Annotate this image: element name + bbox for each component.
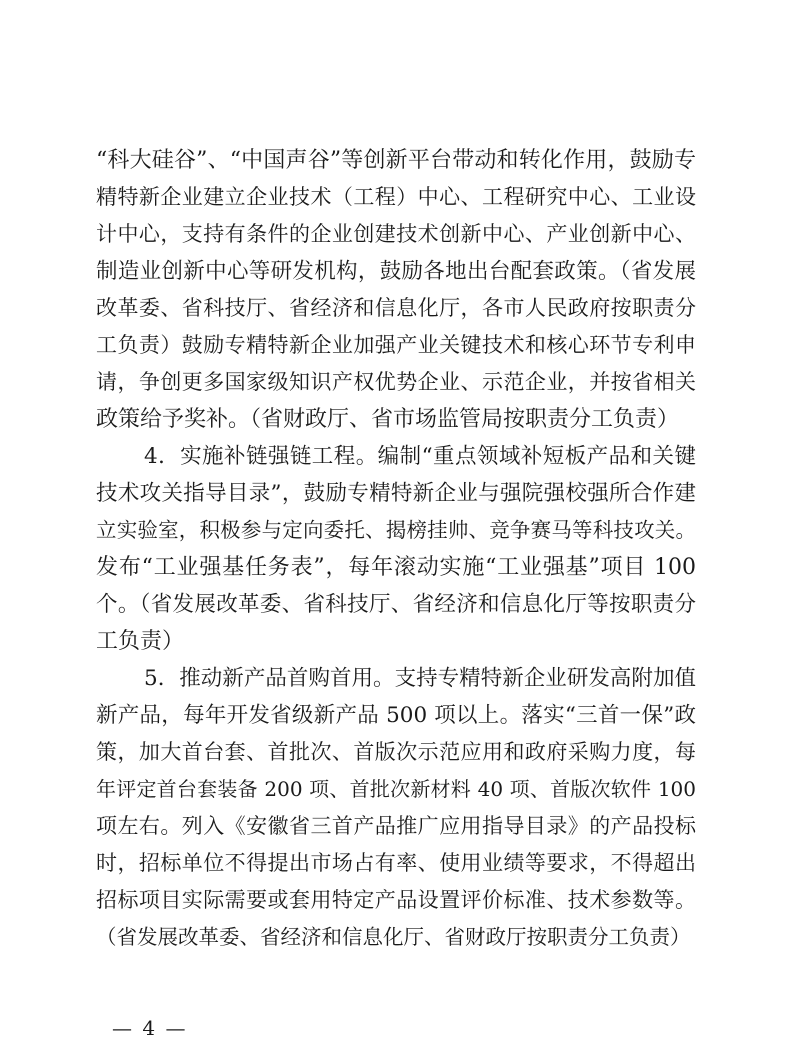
text-line: 改革委、省科技厅、省经济和信息化厅，各市人民政府按职责分	[96, 296, 696, 320]
text-line: 时，招标单位不得提出市场占有率、使用业绩等要求，不得超出	[96, 851, 696, 875]
text-line: 发布“工业强基任务表”，每年滚动实施“工业强基”项目 100	[96, 555, 696, 580]
text-line: 新产品，每年开发省级新产品 500 项以上。落实“三首一保”政	[96, 703, 696, 728]
text-line: 制造业创新中心等研发机构，鼓励各地出台配套政策。（省发展	[96, 259, 696, 284]
text-line: 技术攻关指导目录”，鼓励专精特新企业与强院强校强所合作建	[96, 481, 696, 506]
text-line: 立实验室，积极参与定向委托、揭榜挂帅、竞争赛马等科技攻关。	[96, 518, 696, 542]
text-line: 工负责）	[96, 629, 185, 654]
text-line: 项左右。列入《安徽省三首产品推广应用指导目录》的产品投标	[96, 814, 696, 838]
paragraph-heading-4: 4．实施补链强链工程。编制“重点领域补短板产品和关键	[144, 444, 696, 469]
text-line: 策，加大首台套、首批次、首版次示范应用和政府采购力度，每	[96, 740, 696, 764]
text-line: （省发展改革委、省经济和信息化厅、省财政厅按职责分工负责）	[96, 925, 691, 949]
body-text	[96, 142, 696, 956]
text-line: “科大硅谷”、“中国声谷”等创新平台带动和转化作用，鼓励专	[96, 148, 696, 173]
text-line: 请，争创更多国家级知识产权优势企业、示范企业，并按省相关	[96, 370, 696, 394]
text-line: 招标项目实际需要或套用特定产品设置评价标准、技术参数等。	[96, 888, 696, 912]
text-line: 政策给予奖补。（省财政厅、省市场监管局按职责分工负责）	[96, 407, 680, 432]
paragraph-heading-5: 5．推动新产品首购首用。支持专精特新企业研发高附加值	[144, 666, 696, 691]
text-line: 精特新企业建立企业技术（工程）中心、工程研究中心、工业设	[96, 185, 696, 209]
text-line: 年评定首台套装备 200 项、首批次新材料 40 项、首版次软件 100	[96, 777, 696, 801]
text-line: 计中心，支持有条件的企业创建技术创新中心、产业创新中心、	[96, 222, 696, 246]
text-line: 工负责）鼓励专精特新企业加强产业关键技术和核心环节专利申	[96, 333, 696, 357]
text-line: 个。（省发展改革委、省科技厅、省经济和信息化厅等按职责分	[96, 592, 696, 617]
page-number: — 4 —	[112, 1016, 188, 1040]
